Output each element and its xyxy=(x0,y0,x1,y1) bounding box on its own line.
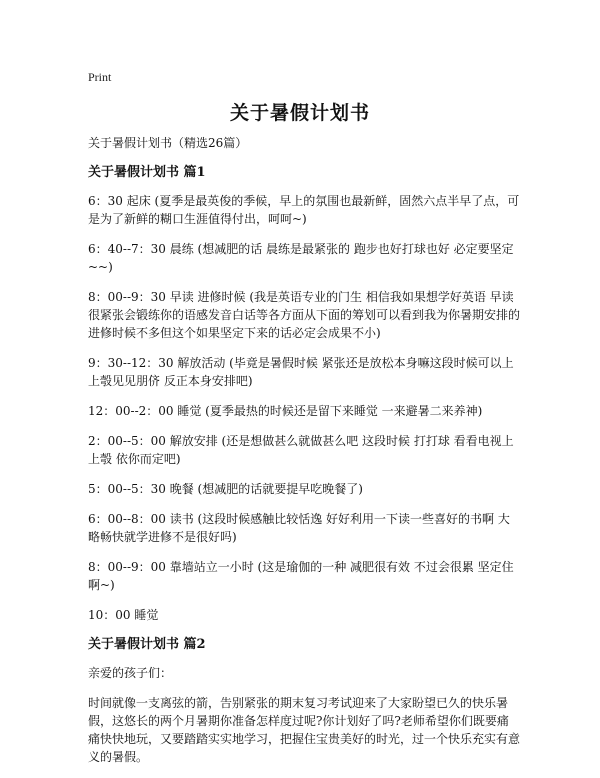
document-subtitle: 关于暑假计划书（精选26篇） xyxy=(88,136,248,150)
section-heading-2: 关于暑假计划书 篇2 xyxy=(88,637,206,652)
schedule-item: 5：00--5：30 晚餐 (想减肥的话就要提早吃晚餐了) xyxy=(88,482,363,496)
schedule-item: 6：40--7：30 晨练 (想减肥的话 晨练是最紧张的 跑步也好打球也好 必定要坚定~~) xyxy=(88,242,514,274)
schedule-item: 10：00 睡觉 xyxy=(88,608,159,622)
schedule-item: 6：00--8：00 读书 (这段时候感触比较恬逸 好好利用一下读一些喜好的书啊 大略畅快就学进修不是很好吗) xyxy=(88,512,510,544)
schedule-item: 2：00--5：00 解放安排 (还是想做甚么就做甚么吧 这段时候 打打球 看看电视上上彀 依你而定吧) xyxy=(88,434,514,466)
body-paragraph: 时间就像一支离弦的箭，告别紧张的期末复习考试迎来了大家盼望已久的快乐暑假，这悠长的两个月暑期你准备怎样度过呢?你计划好了吗?老师希望你们既要痛痛快快地玩，又要踏踏实实地学习，把握住宝贵美好的时光，过一个快乐充实有意义的暑假。 xyxy=(88,696,521,764)
schedule-item: 12：00--2：00 睡觉 (夏季最热的时候还是留下来睡觉 一来避暑二来养神) xyxy=(88,404,483,418)
document-body xyxy=(88,134,520,778)
print-link[interactable]: Print xyxy=(88,70,112,84)
section-heading-1: 关于暑假计划书 篇1 xyxy=(88,165,206,180)
schedule-item: 8：00--9：30 早读 进修时候 (我是英语专业的门生 相信我如果想学好英语 早读很紧张会锻练你的语感发音白话等各方面从下面的筹划可以看到我为你暑期安排的进修时候不多但这个如果坚定下来的话必定会成果不小) xyxy=(88,290,521,340)
schedule-item: 8：00--9：00 靠墙站立一小时 (这是瑜伽的一种 减肥很有效 不过会很累 坚定住啊~) xyxy=(88,560,514,592)
schedule-item: 6：30 起床 (夏季是最英俊的季候，早上的氛围也最新鲜，固然六点半早了点，可是为了新鲜的糊口生涯值得付出，呵呵~) xyxy=(88,194,520,226)
greeting: 亲爱的孩子们： xyxy=(88,666,173,680)
page-title: 关于暑假计划书 xyxy=(229,102,370,124)
schedule-item: 9：30--12：30 解放活动 (毕竟是暑假时候 紧张还是放松本身嘛这段时候可以上上彀见见朋侪 反正本身安排吧) xyxy=(88,356,514,388)
